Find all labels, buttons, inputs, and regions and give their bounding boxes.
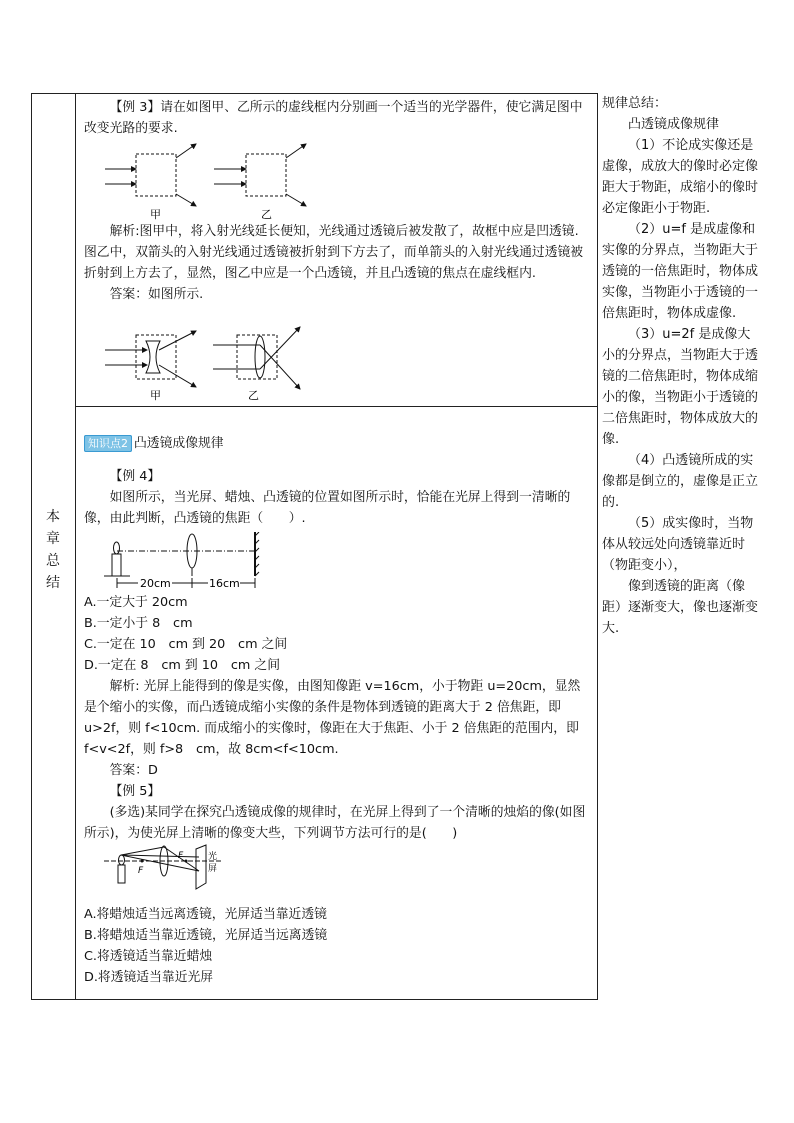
example4-option: D.一定在 8 cm 到 10 cm 之间: [84, 658, 280, 673]
example3-heading: 【例 3】: [109, 100, 161, 115]
example5-option: C.将透镜适当靠近蜡烛: [84, 949, 213, 964]
rule-item: （3）u=2f 是成像大小的分界点，当物距大于透镜的二倍焦距时，物体成缩小的像，当物距小于透镜的二倍焦距时，物体成放大的像.: [602, 327, 759, 447]
kp2-badge: 知识点2: [84, 435, 132, 452]
example5-option: D.将透镜适当靠近光屏: [84, 970, 214, 985]
rule-item: 像到透镜的距离（像距）逐渐变大，像也逐渐变大.: [602, 579, 759, 636]
rule-item: （4）凸透镜所成的实像都是倒立的，虚像是正立的.: [602, 453, 759, 510]
kp2-block: [84, 433, 590, 454]
example4-option: B.一定小于 8 cm: [84, 616, 193, 631]
example4-option: A.一定大于 20cm: [84, 595, 188, 610]
example5-option: B.将蜡烛适当靠近透镜，光屏适当远离透镜: [84, 928, 328, 943]
figure-label-yi: 乙: [261, 208, 272, 221]
rule-item: （1）不论成实像还是虚像，成放大的像时必定像距大于物距，成缩小的像时必定像距小于物距.: [602, 138, 759, 216]
answer-label-yi: 乙: [248, 389, 259, 402]
example4-heading: 【例 4】: [109, 469, 161, 484]
example3-answer: 答案：如图所示.: [109, 287, 204, 302]
example3-analysis-block: [84, 221, 590, 305]
rule-summary-subheading: 凸透镜成像规律: [628, 117, 720, 132]
rule-summary-heading: 规律总结：: [602, 96, 668, 111]
kp2-title: 凸透镜成像规律: [134, 436, 224, 451]
example5-figure: [104, 843, 234, 893]
focal-label-right: F: [178, 851, 184, 861]
example4-option: C.一定在 10 cm 到 20 cm 之间: [84, 637, 288, 652]
side-title: [44, 506, 62, 594]
rule-item: （5）成实像时，当物体从较远处向透镜靠近时（物距变小），: [602, 516, 754, 573]
dimension-20cm: 20cm: [140, 577, 171, 590]
example4-answer: 答案：D: [109, 763, 158, 778]
screen-label: 屏: [208, 864, 218, 874]
example4-options-block: [84, 592, 590, 844]
rule-item: （2）u=f 是成虚像和实像的分界点，当物距大于透镜的一倍焦距时，物体成实像，当物距小于透镜的一倍焦距时，物体成虚像.: [602, 222, 759, 321]
example3-analysis: 解析:图甲中，将入射光线延长便知，光线通过透镜后被发散了，故框中应是凹透镜. 图乙中，双箭头的入射光线通过透镜被折射到下方去了，而单箭头的入射光线通过透镜被折射到上方去了，显然，图乙中应是一个凸透镜，并且凸透镜的焦点在虚线框内.: [84, 224, 584, 281]
answer-label-jia: 甲: [150, 389, 161, 402]
example5-options-block: [84, 904, 590, 988]
example4-question-block: [84, 466, 590, 529]
side-title-char: 总: [46, 553, 60, 569]
example4-question: 如图所示，当光屏、蜡烛、凸透镜的位置如图所示时，恰能在光屏上得到一清晰的像，由此判断，凸透镜的焦距（ ）.: [84, 490, 571, 526]
dimension-16cm: 16cm: [209, 577, 240, 590]
side-title-char: 章: [46, 531, 60, 547]
example4-figure: [100, 532, 270, 590]
example5-question: (多选)某同学在探究凸透镜成像的规律时，在光屏上得到了一个清晰的烛焰的像(如图所示)，为使光屏上清晰的像变大些，下列调节方法可行的是( ): [84, 805, 586, 841]
example3-figure: [100, 140, 320, 222]
rule-summary-column: [602, 93, 762, 639]
example4-analysis: 解析: 光屏上能得到的像是实像，由图知像距 v=16cm，小于物距 u=20cm，显然是个缩小的实像，而凸透镜成缩小实像的条件是物体到透镜的距离大于 2 倍焦距，即 u>2f，则 f<10cm. 而成缩小的实像时，像距在大于焦距、小于 2 倍焦距的范围内，即 f<v<2f，则 f>8 cm，故 8cm<f<10cm.: [84, 679, 581, 757]
example3-question: 请在如图甲、乙所示的虚线框内分别画一个适当的光学器件，使它满足图中改变光路的要求.: [84, 100, 583, 136]
side-title-char: 结: [46, 575, 60, 591]
figure-label-jia: 甲: [150, 208, 161, 221]
example5-heading: 【例 5】: [109, 784, 161, 799]
example5-option: A.将蜡烛适当远离透镜，光屏适当靠近透镜: [84, 907, 327, 922]
example3-answer-figure: [100, 325, 320, 403]
focal-label-left: F: [138, 866, 144, 876]
screen-label: 光: [208, 852, 218, 862]
example3-question-block: [84, 97, 590, 139]
column-divider: [75, 93, 76, 1000]
row-divider: [75, 406, 598, 407]
side-title-char: 本: [46, 509, 60, 525]
